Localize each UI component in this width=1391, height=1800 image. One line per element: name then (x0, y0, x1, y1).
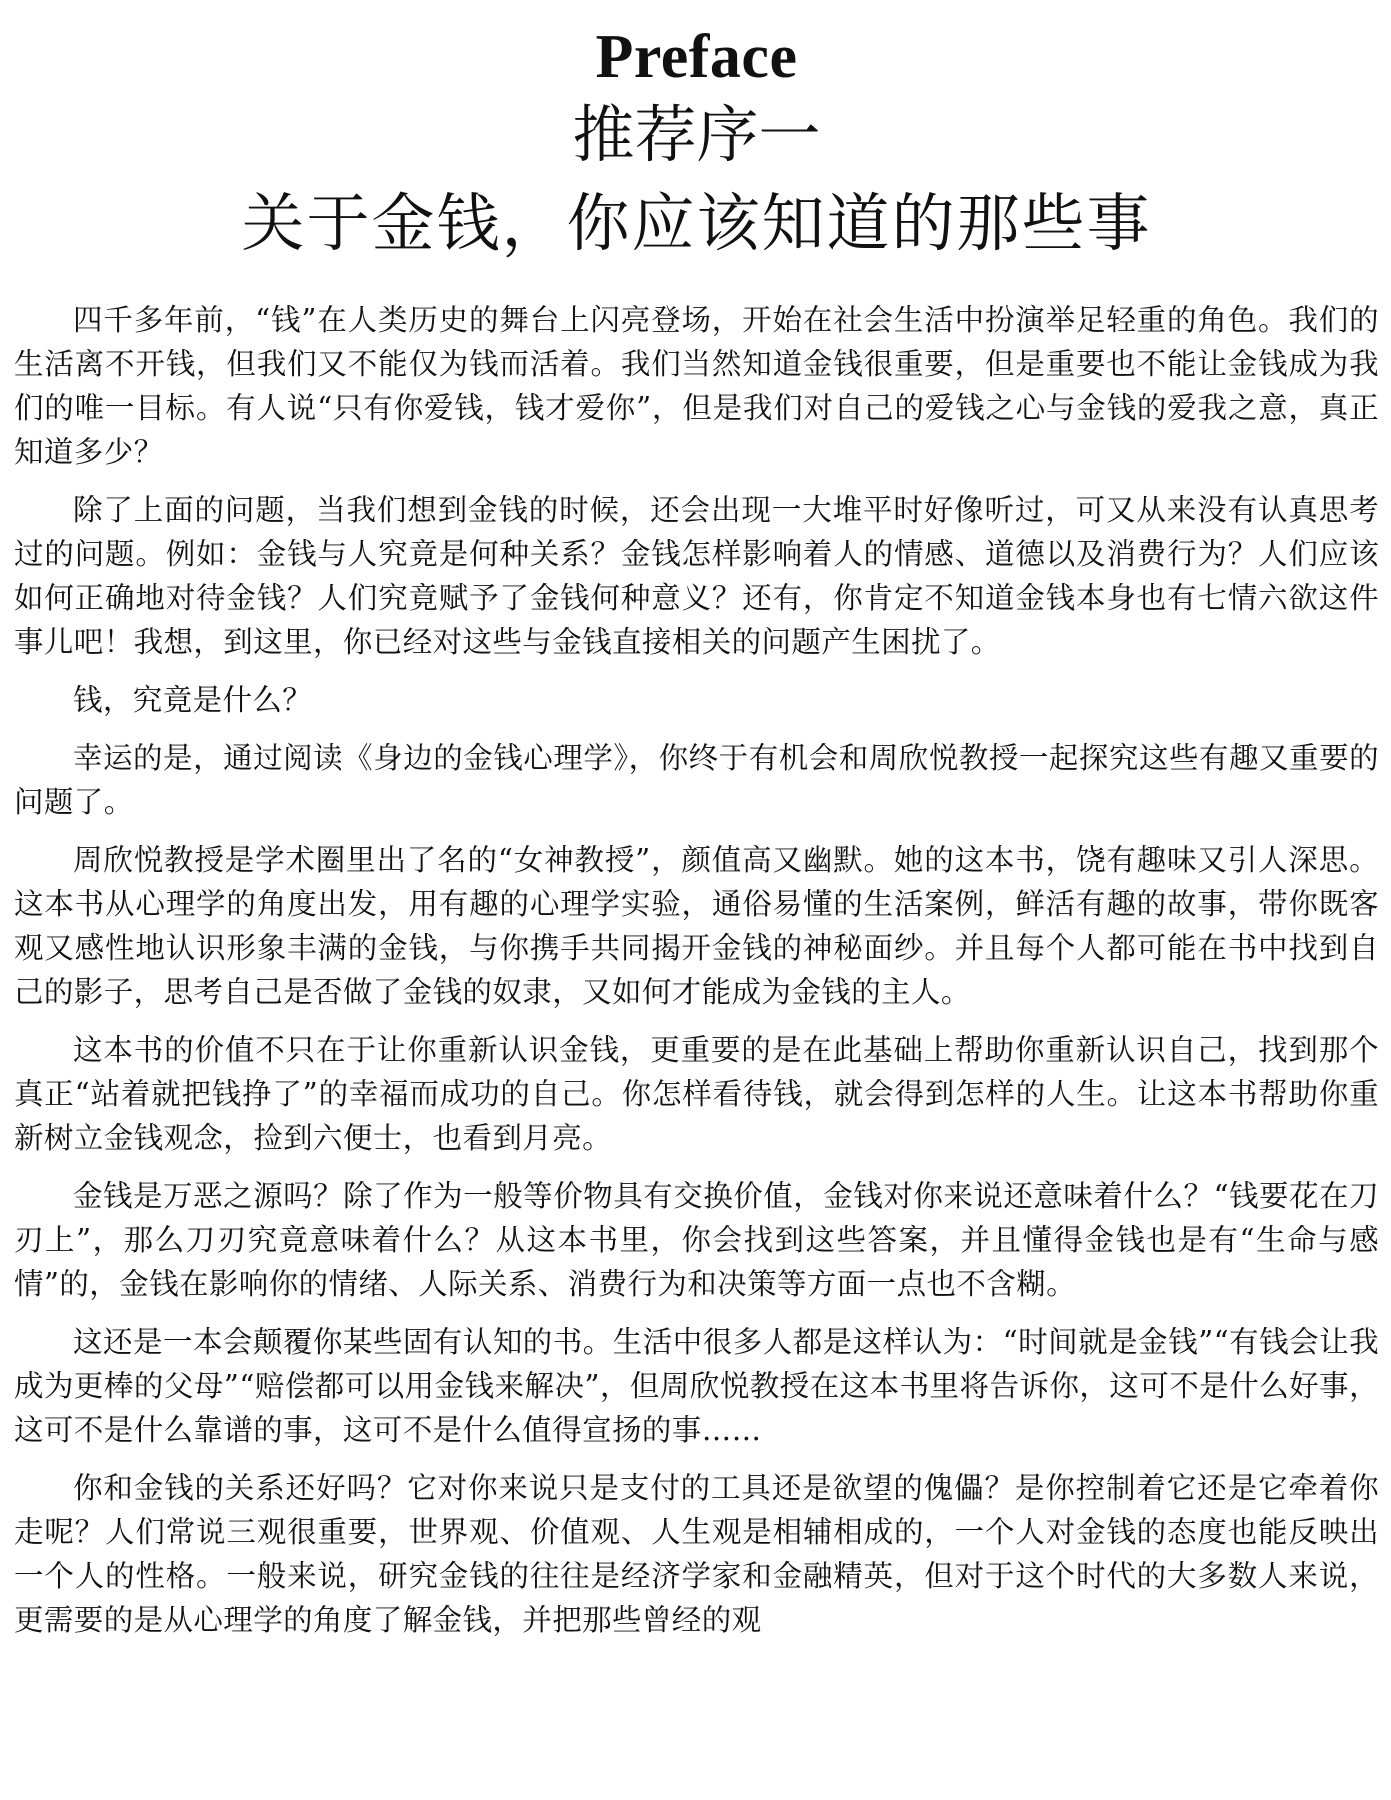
preface-heading: Preface (595, 23, 798, 91)
paragraph-3: 钱，究竟是什么？ (73, 683, 313, 717)
paragraph-5: 周欣悦教授是学术圈里出了名的“女神教授”，颜值高又幽默。她的这本书，饶有趣味又引人深思。这本书从心理学的角度出发，用有趣的心理学实验，通俗易懂的生活案例，鲜活有趣的故事，带你既客观又感性地认识形象丰满的金钱，与你携手共同揭开金钱的神秘面纱。并且每个人都可能在书中找到自己的影子，思考自己是否做了金钱的奴隶，又如何才能成为金钱的主人。 (14, 843, 1379, 1009)
body-text (14, 298, 1379, 1642)
paragraph-1: 四千多年前，“钱”在人类历史的舞台上闪亮登场，开始在社会生活中扮演举足轻重的角色。我们的生活离不开钱，但我们又不能仅为钱而活着。我们当然知道金钱很重要，但是重要也不能让金钱成为我们的唯一目标。有人说“只有你爱钱，钱才爱你”，但是我们对自己的爱钱之心与金钱的爱我之意，真正知道多少？ (14, 303, 1379, 469)
paragraph-2: 除了上面的问题，当我们想到金钱的时候，还会出现一大堆平时好像听过，可又从来没有认真思考过的问题。例如：金钱与人究竟是何种关系？金钱怎样影响着人的情感、道德以及消费行为？人们应该如何正确地对待金钱？人们究竟赋予了金钱何种意义？还有，你肯定不知道金钱本身也有七情六欲这件事儿吧！我想，到这里，你已经对这些与金钱直接相关的问题产生困扰了。 (14, 493, 1379, 659)
paragraph-9: 你和金钱的关系还好吗？它对你来说只是支付的工具还是欲望的傀儡？是你控制着它还是它牵着你走呢？人们常说三观很重要，世界观、价值观、人生观是相辅相成的，一个人对金钱的态度也能反映出一个人的性格。一般来说，研究金钱的往往是经济学家和金融精英，但对于这个时代的大多数人来说，更需要的是从心理学的角度了解金钱，并把那些曾经的观 (14, 1471, 1379, 1637)
paragraph-7: 金钱是万恶之源吗？除了作为一般等价物具有交换价值，金钱对你来说还意味着什么？“钱要花在刀刃上”，那么刀刃究竟意味着什么？从这本书里，你会找到这些答案，并且懂得金钱也是有“生命与感情”的，金钱在影响你的情绪、人际关系、消费行为和决策等方面一点也不含糊。 (14, 1179, 1379, 1301)
paragraph-6: 这本书的价值不只在于让你重新认识金钱，更重要的是在此基础上帮助你重新认识自己，找到那个真正“站着就把钱挣了”的幸福而成功的自己。你怎样看待钱，就会得到怎样的人生。让这本书帮助你重新树立金钱观念，捡到六便士，也看到月亮。 (14, 1033, 1379, 1155)
paragraph-8: 这还是一本会颠覆你某些固有认知的书。生活中很多人都是这样认为：“时间就是金钱”“有钱会让我成为更棒的父母”“赔偿都可以用金钱来解决”，但周欣悦教授在这本书里将告诉你，这可不是什么好事，这可不是什么靠谱的事，这可不是什么值得宣扬的事…… (14, 1325, 1379, 1447)
page-title: 关于金钱，你应该知道的那些事 (241, 187, 1152, 260)
preface-label: 推荐序一 (572, 98, 821, 171)
paragraph-4: 幸运的是，通过阅读《身边的金钱心理学》，你终于有机会和周欣悦教授一起探究这些有趣又重要的问题了。 (14, 741, 1379, 819)
